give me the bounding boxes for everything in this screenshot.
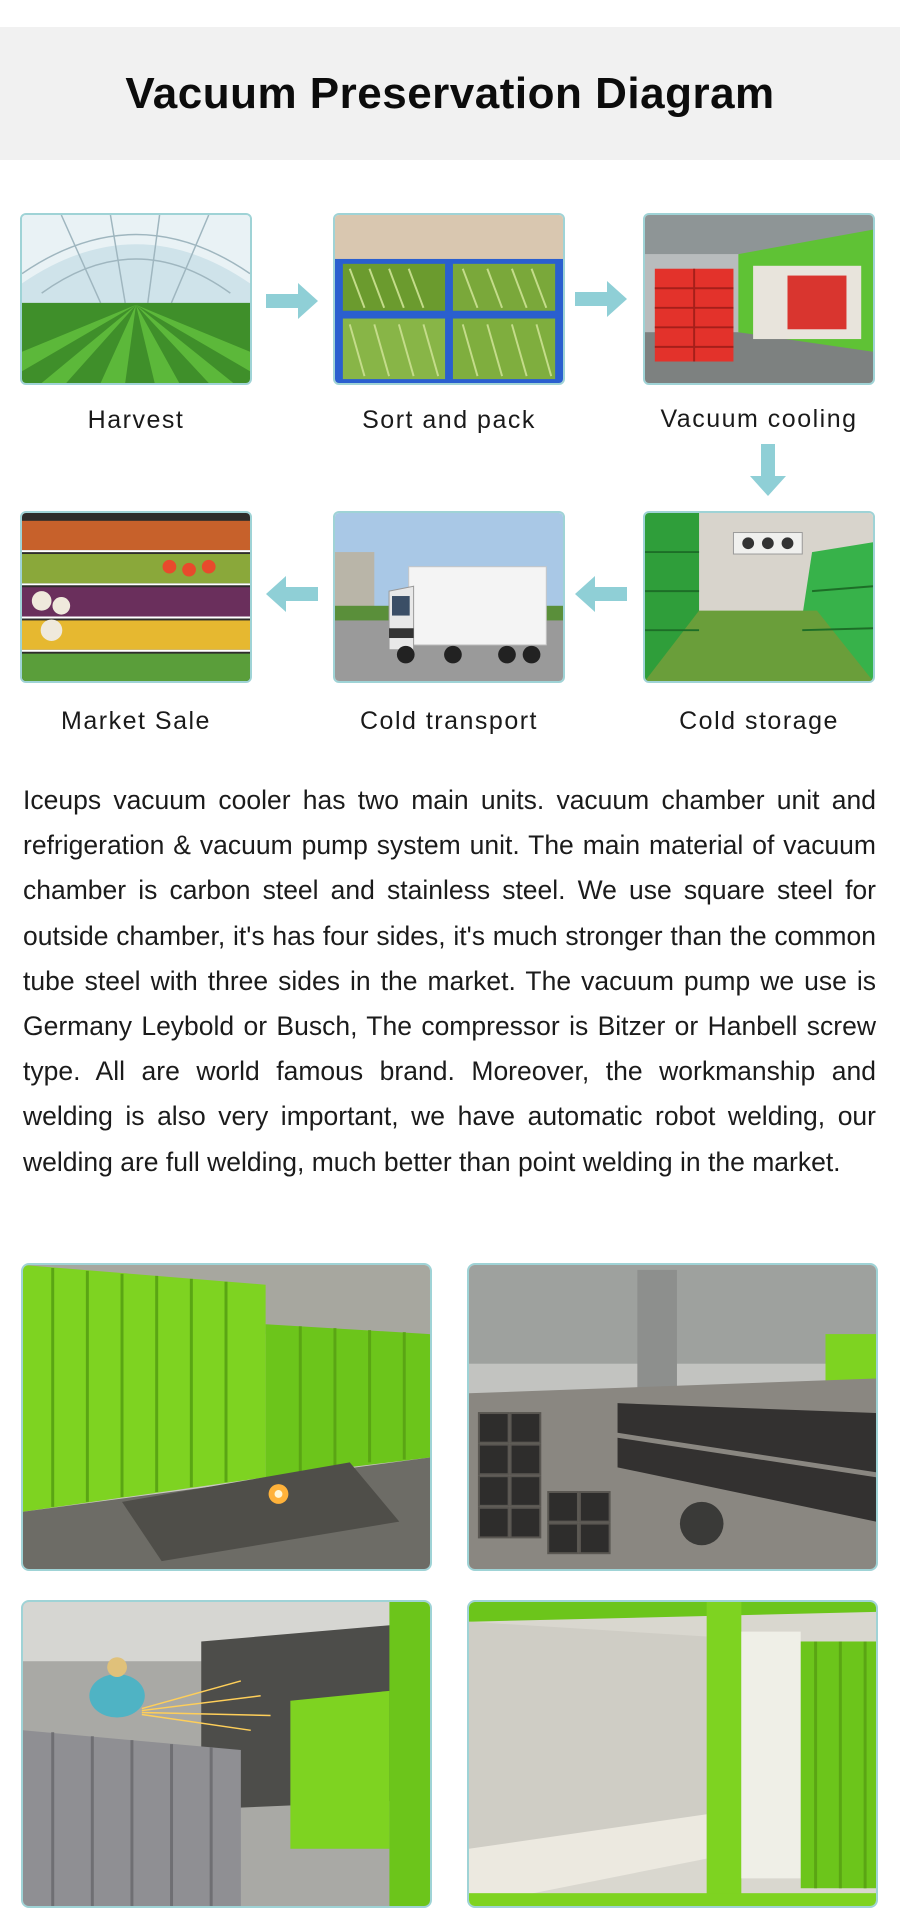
cold-transport-image	[333, 511, 565, 683]
step-label-sort-and-pack: Sort and pack	[362, 406, 536, 434]
vacuum-cooling-image	[643, 213, 875, 385]
square-steel-tubes-photo	[467, 1263, 878, 1571]
grinding-steel-frame-photo	[21, 1600, 432, 1908]
arrow-down-icon	[748, 444, 788, 498]
step-label-vacuum-cooling: Vacuum cooling	[660, 405, 858, 433]
market-sale-image	[20, 511, 252, 683]
chamber-interior-photo	[467, 1600, 878, 1908]
page-title: Vacuum Preservation Diagram	[125, 68, 775, 118]
sort-and-pack-image	[333, 213, 565, 385]
cold-storage-image	[643, 511, 875, 683]
arrow-left-icon	[264, 574, 318, 614]
step-label-cold-transport: Cold transport	[359, 707, 539, 735]
step-label-harvest: Harvest	[87, 406, 185, 434]
title-banner	[0, 27, 900, 160]
step-label-cold-storage: Cold storage	[679, 707, 839, 735]
step-label-market-sale: Market Sale	[61, 707, 211, 735]
harvest-image	[20, 213, 252, 385]
arrow-left-icon	[573, 574, 627, 614]
arrow-right-icon	[266, 281, 320, 321]
green-chamber-welding-photo	[21, 1263, 432, 1571]
description-paragraph: Iceups vacuum cooler has two main units. vacuum chamber unit and refrigeration & vacuum pump system unit. The main material of vacuum chamber is carbon steel and stainless steel. We use square steel for outside chamber, it's has four sides, it's much stronger than the common tube steel with three sides in the market. The vacuum pump we use is Germany Leybold or Busch, The compressor is Bitzer or Hanbell screw type. All are world famous brand. Moreover, the workmanship and welding is also very important, we have automatic robot welding, our welding are full welding, much better than point welding in the market.	[23, 785, 876, 1177]
arrow-right-icon	[575, 279, 629, 319]
